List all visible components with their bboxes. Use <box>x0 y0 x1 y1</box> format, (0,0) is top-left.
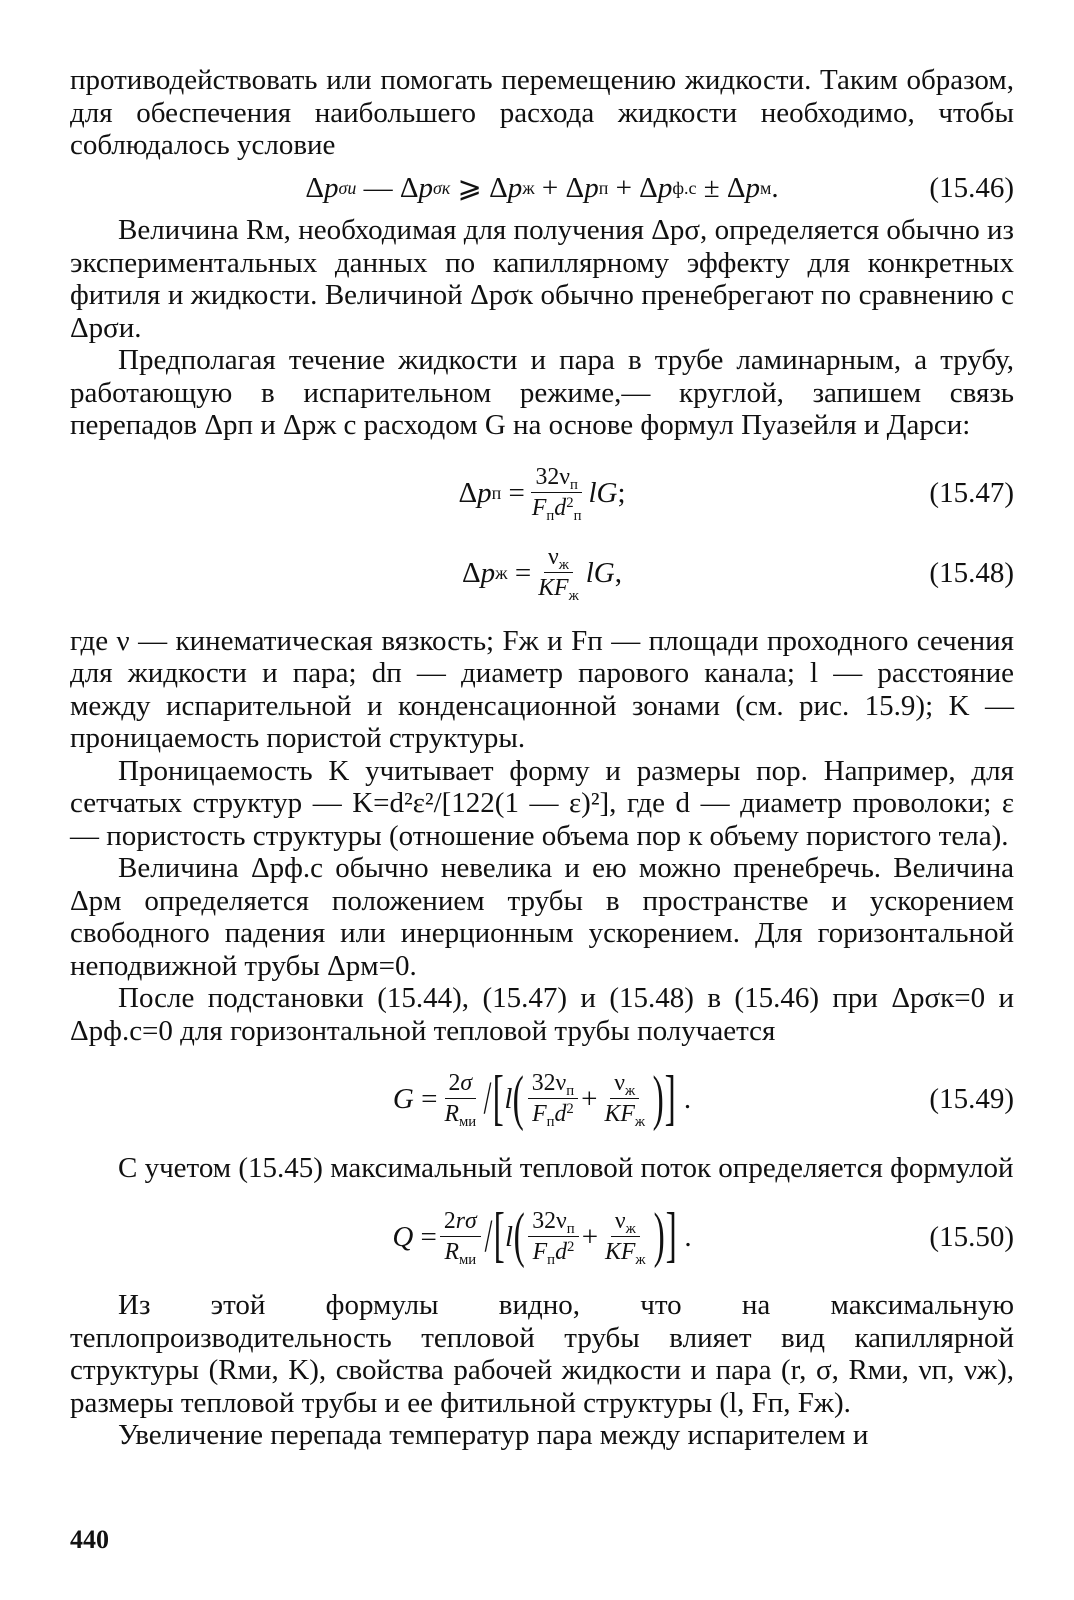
page-number: 440 <box>70 1525 109 1554</box>
fraction: $\frac{32\nu_п}{F_пd^2}$ <box>528 1070 578 1129</box>
equation-body: Δ p п = $\frac{32\nu_п}{F_пd^2_п}$ lG ; <box>458 463 626 524</box>
paragraph-1: противодействовать или помогать перемещению жидкости. Таким образом, для обеспечения наибольшего расхода жидкости необходимо, чтобы соблюдалось условие <box>70 64 1014 161</box>
fraction: $\frac{\nu_ж}{KF_ж}$ <box>538 544 579 605</box>
paragraph-6: Величина Δpф.с обычно невелика и ею можно пренебречь. Величина Δpм определяется положением трубы в пространстве и ускорением свободного падения или инерционным ускорением. Для горизонтальной неподвижной трубы Δpм=0. <box>70 852 1014 982</box>
equation-number: (15.49) <box>929 1083 1014 1116</box>
fraction: $\frac{\nu_ж}{KF_ж}$ <box>605 1207 646 1268</box>
equation-body: G = $\frac{2\sigma}{R_{ми}}$ / [ l ( $\frac{32\nu_п}{F_пd^2}$ + $\frac{\nu_ж}{KF_ж}$ ) ] . <box>392 1065 692 1132</box>
fraction: $\frac{2\sigma}{R_{ми}}$ <box>444 1070 477 1131</box>
paragraph-3: Предполагая течение жидкости и пара в трубе ламинарным, а трубу, работающую в испарительном режиме,— круглой, запишем связь перепадов Δpп и Δpж с расходом G на основе формул Пуазейля и Дарси: <box>70 344 1014 441</box>
equation-number: (15.47) <box>929 476 1014 509</box>
paragraph-4: где ν — кинематическая вязкость; Fж и Fп — площади проходного сечения для жидкости и пара; dп — диаметр парового канала; l — расстояние между испарительной и конденсационной зонами (см. рис. 15.9); K — проницаемость пористой структуры. <box>70 624 1014 754</box>
paragraph-10: Увеличение перепада температур пара между испарителем и <box>118 1419 869 1452</box>
paragraph-8: С учетом (15.45) максимальный тепловой поток определяется формулой <box>118 1151 1014 1184</box>
equation-15-49 <box>70 1065 1014 1132</box>
paragraph-9: Из этой формулы видно, что на максимальную теплопроизводительность тепловой трубы влияет вид капиллярной структуры (Rми, K), свойства рабочей жидкости и пара (r, σ, Rми, νп, νж), размеры тепловой трубы и ее фитильной структуры (l, Fп, Fж). <box>70 1289 1014 1419</box>
paragraph-7: После подстановки (15.44), (15.47) и (15.48) в (15.46) при Δpσк=0 и Δpф.с=0 для горизонтальной тепловой трубы получается <box>70 982 1014 1047</box>
equation-body: Q = $\frac{2r\sigma}{R_{ми}}$ / [ l ( $\frac{32\nu_п}{F_пd^2}$ + $\frac{\nu_ж}{KF_ж}$ ) ] . <box>392 1202 692 1270</box>
equation-body: Δ p σи — Δ p σк ⩾ Δ p ж + Δ p п + Δ p ф.с ± Δ p м . <box>305 171 779 204</box>
paragraph-5: Проницаемость K учитывает форму и размеры пор. Например, для сетчатых структур — K=d²ε²/[122(1 — ε)²], где d — диаметр проволоки; ε — пористость структуры (отношение объема пор к объему пористого тела). <box>70 754 1014 852</box>
equation-15-46 <box>70 172 1014 205</box>
equation-number: (15.48) <box>929 557 1014 589</box>
equation-number: (15.50) <box>929 1220 1014 1253</box>
equation-15-50 <box>70 1202 1014 1270</box>
fraction: $\frac{\nu_ж}{KF_ж}$ <box>604 1070 646 1131</box>
equation-number: (15.46) <box>929 171 1014 204</box>
paragraph-2: Величина Rм, необходимая для получения Δpσ, определяется обычно из экспериментальных данных по капиллярному эффекту для конкретных фитиля и жидкости. Величиной Δpσк обычно пренебрегают по сравнению с Δpσи. <box>70 214 1014 344</box>
fraction: $\frac{32\nu_п}{F_пd^2_п}$ <box>531 463 582 524</box>
equation-15-47 <box>70 464 1014 523</box>
equation-15-48 <box>70 544 1014 603</box>
fraction: $\frac{2r\sigma}{R_{ми}}$ <box>440 1208 481 1267</box>
equation-body: Δ p ж = $\frac{\nu_ж}{KF_ж}$ lG , <box>462 544 622 605</box>
fraction: $\frac{32\nu_п}{F_пd^2}$ <box>528 1208 578 1267</box>
